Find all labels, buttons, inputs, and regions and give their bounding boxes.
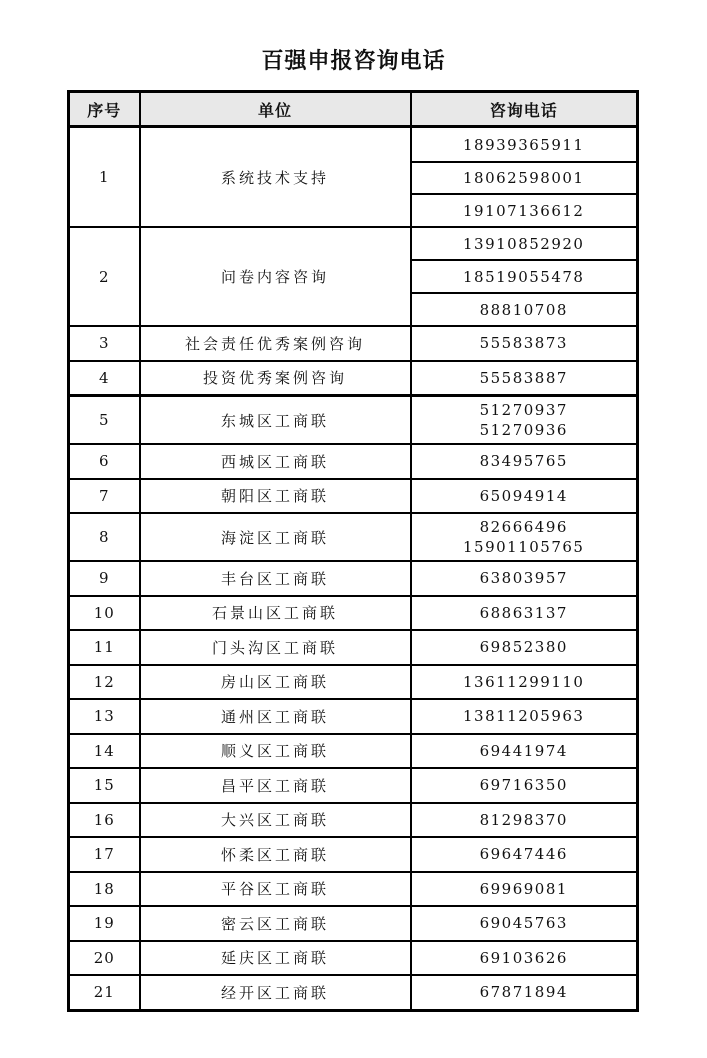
phone-line: 51270937 <box>479 401 568 419</box>
row-phone <box>411 513 638 561</box>
row-no: 18 <box>69 872 140 907</box>
row-unit: 延庆区工商联 <box>140 941 411 976</box>
header-no: 序号 <box>69 92 140 127</box>
row-unit: 顺义区工商联 <box>140 734 411 769</box>
row-unit: 大兴区工商联 <box>140 803 411 838</box>
row-unit: 石景山区工商联 <box>140 596 411 631</box>
row-phone: 13910852920 <box>411 227 638 260</box>
row-no: 14 <box>69 734 140 769</box>
row-phone: 65094914 <box>411 479 638 514</box>
row-no: 6 <box>69 444 140 479</box>
table-row <box>69 803 638 838</box>
row-unit: 海淀区工商联 <box>140 513 411 561</box>
row-phone: 69716350 <box>411 768 638 803</box>
table-header-row <box>69 92 638 127</box>
table-row <box>69 630 638 665</box>
row-no: 3 <box>69 326 140 361</box>
row-phone: 68863137 <box>411 596 638 631</box>
table-row <box>69 513 638 561</box>
row-unit: 问卷内容咨询 <box>140 227 411 326</box>
row-no: 20 <box>69 941 140 976</box>
table-row <box>69 699 638 734</box>
row-phone: 18062598001 <box>411 162 638 194</box>
table-row <box>69 396 638 445</box>
table-row <box>69 227 638 260</box>
table-row <box>69 872 638 907</box>
row-unit: 朝阳区工商联 <box>140 479 411 514</box>
phone-line: 51270936 <box>479 421 568 439</box>
row-phone <box>411 396 638 445</box>
row-phone: 18519055478 <box>411 260 638 293</box>
row-phone: 67871894 <box>411 975 638 1010</box>
row-unit: 丰台区工商联 <box>140 561 411 596</box>
row-phone: 83495765 <box>411 444 638 479</box>
header-phone: 咨询电话 <box>411 92 638 127</box>
contact-table <box>67 90 639 1012</box>
row-phone: 69852380 <box>411 630 638 665</box>
row-phone: 69103626 <box>411 941 638 976</box>
row-phone: 13811205963 <box>411 699 638 734</box>
row-no: 2 <box>69 227 140 326</box>
table-row <box>69 941 638 976</box>
row-no: 21 <box>69 975 140 1010</box>
row-no: 5 <box>69 396 140 445</box>
row-phone: 69647446 <box>411 837 638 872</box>
table-row <box>69 768 638 803</box>
row-unit: 昌平区工商联 <box>140 768 411 803</box>
row-phone: 55583873 <box>411 326 638 361</box>
row-phone: 55583887 <box>411 361 638 396</box>
table-row <box>69 665 638 700</box>
row-no: 4 <box>69 361 140 396</box>
row-unit: 系统技术支持 <box>140 127 411 228</box>
table-row <box>69 326 638 361</box>
table-row <box>69 479 638 514</box>
row-no: 11 <box>69 630 140 665</box>
row-no: 15 <box>69 768 140 803</box>
row-unit: 经开区工商联 <box>140 975 411 1010</box>
page-title: 百强申报咨询电话 <box>261 48 446 74</box>
table-row <box>69 444 638 479</box>
row-unit: 西城区工商联 <box>140 444 411 479</box>
row-unit: 投资优秀案例咨询 <box>140 361 411 396</box>
row-no: 7 <box>69 479 140 514</box>
table-row <box>69 596 638 631</box>
table-row <box>69 975 638 1010</box>
row-no: 13 <box>69 699 140 734</box>
row-no: 17 <box>69 837 140 872</box>
row-unit: 东城区工商联 <box>140 396 411 445</box>
row-phone: 69441974 <box>411 734 638 769</box>
row-unit: 怀柔区工商联 <box>140 837 411 872</box>
table-row <box>69 561 638 596</box>
table-row <box>69 906 638 941</box>
table-row <box>69 361 638 396</box>
row-no: 8 <box>69 513 140 561</box>
row-phone: 18939365911 <box>411 127 638 163</box>
row-phone: 69045763 <box>411 906 638 941</box>
row-unit: 平谷区工商联 <box>140 872 411 907</box>
row-phone: 13611299110 <box>411 665 638 700</box>
phone-line: 82666496 <box>479 518 568 536</box>
row-no: 16 <box>69 803 140 838</box>
row-unit: 社会责任优秀案例咨询 <box>140 326 411 361</box>
row-phone: 63803957 <box>411 561 638 596</box>
row-no: 1 <box>69 127 140 228</box>
header-unit: 单位 <box>140 92 411 127</box>
row-unit: 门头沟区工商联 <box>140 630 411 665</box>
row-no: 9 <box>69 561 140 596</box>
row-no: 19 <box>69 906 140 941</box>
table-row <box>69 127 638 163</box>
row-phone: 19107136612 <box>411 194 638 227</box>
row-unit: 通州区工商联 <box>140 699 411 734</box>
table-row <box>69 734 638 769</box>
row-unit: 房山区工商联 <box>140 665 411 700</box>
row-phone: 81298370 <box>411 803 638 838</box>
table-row <box>69 837 638 872</box>
row-phone: 69969081 <box>411 872 638 907</box>
row-unit: 密云区工商联 <box>140 906 411 941</box>
row-no: 10 <box>69 596 140 631</box>
row-no: 12 <box>69 665 140 700</box>
phone-line: 15901105765 <box>463 538 585 556</box>
row-phone: 88810708 <box>411 293 638 326</box>
